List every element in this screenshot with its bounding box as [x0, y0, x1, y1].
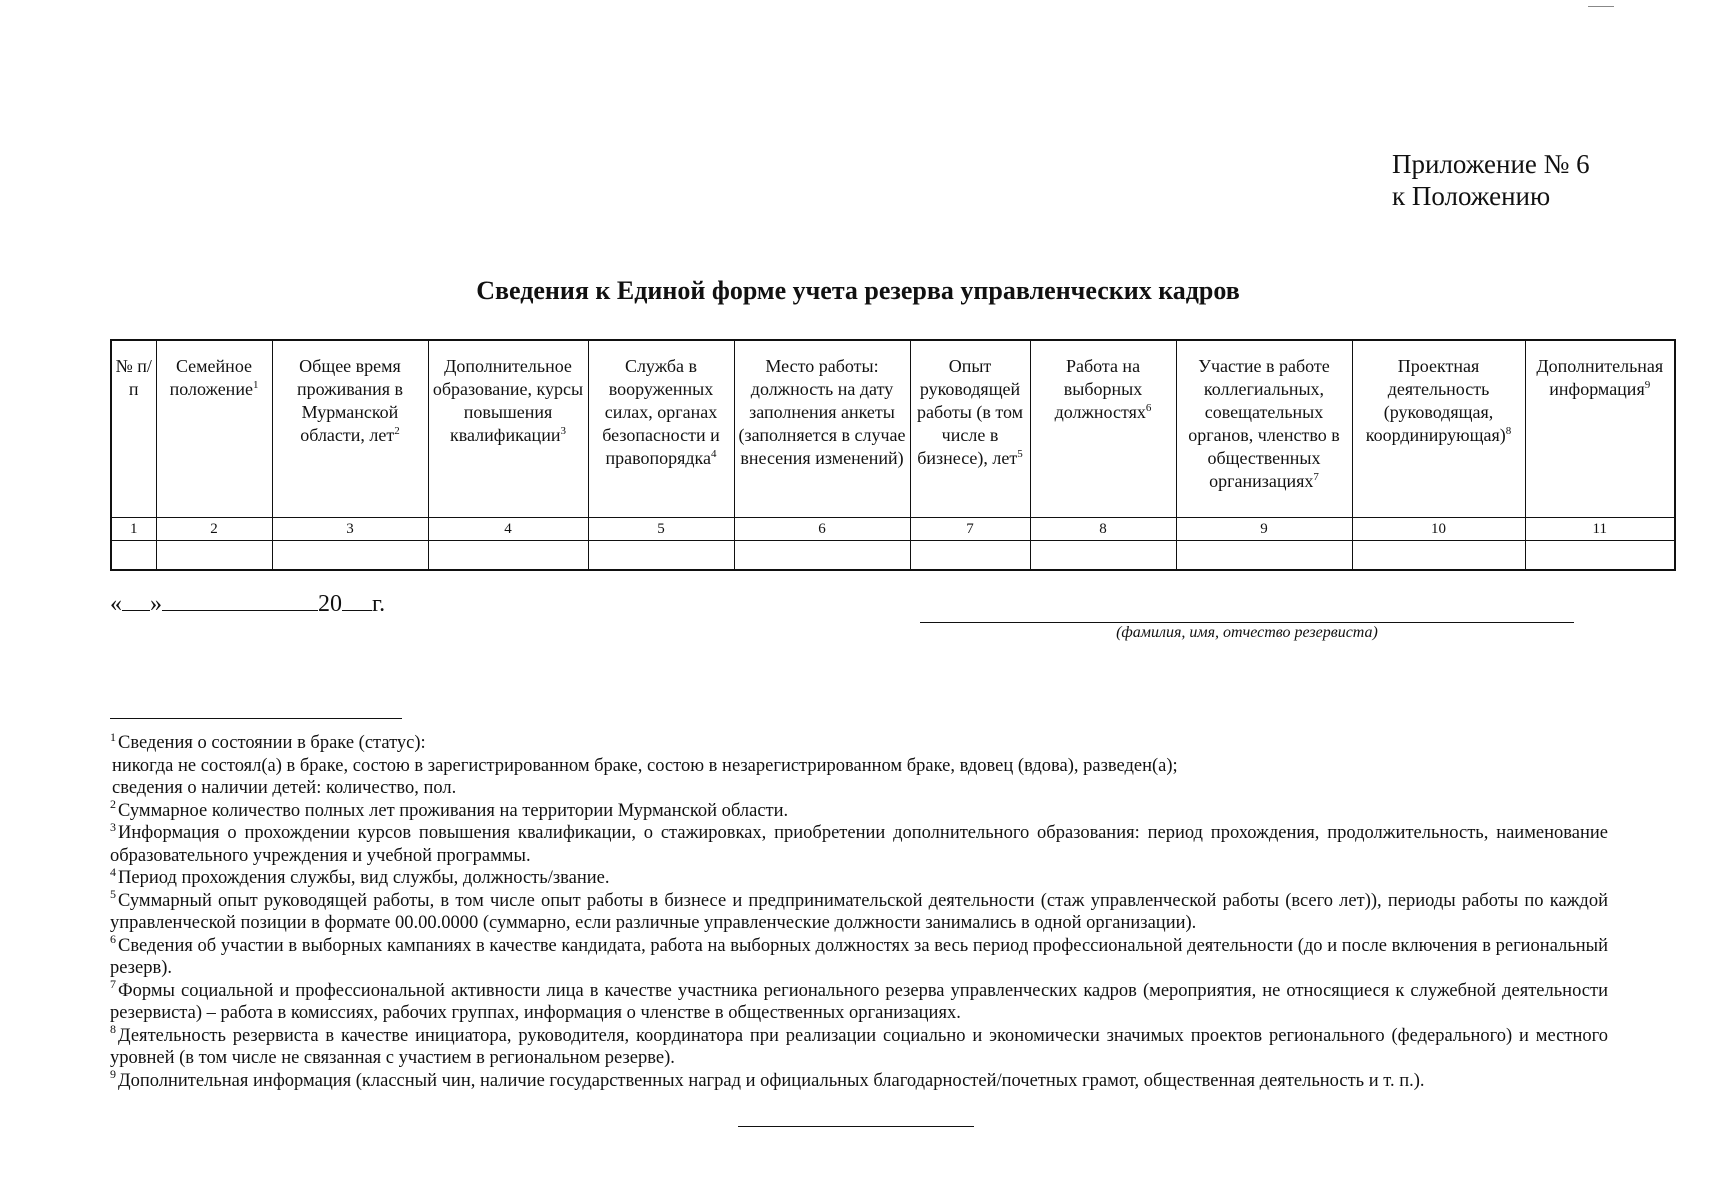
table-column-numbers-row [111, 518, 1675, 541]
year-blank [342, 590, 372, 611]
footnote: сведения о наличии детей: количество, пол. [112, 778, 457, 798]
signature-line [920, 622, 1574, 623]
footnote: $^1$ Сведения о состоянии в браке (статус): [110, 729, 426, 753]
column-number: 10 [1352, 518, 1525, 541]
empty-cell [1030, 541, 1176, 571]
header-cell: № п/п [111, 340, 156, 518]
appendix-number: Приложение № 6 [1392, 149, 1590, 179]
empty-cell [156, 541, 272, 571]
empty-cell [111, 541, 156, 571]
column-number: 8 [1030, 518, 1176, 541]
footnotes [110, 729, 1608, 1092]
empty-cell [428, 541, 588, 571]
signature-caption: (фамилия, имя, отчество резервиста) [1116, 624, 1378, 641]
footnote: $^3$ Информация о прохождении курсов повышения квалификации, о стажировках, приобретении дополнительного образования: период прохождения, продолжительность, наименование образовательного учреждения и учебной программы. [110, 819, 1608, 866]
empty-cell [1176, 541, 1352, 571]
header-cell: Дополнительное образование, курсы повышения квалификации$^3$ [428, 340, 588, 518]
header-cell: Работа на выборных должностях$^6$ [1030, 340, 1176, 518]
column-number: 7 [910, 518, 1030, 541]
footnote: $^2$ Суммарное количество полных лет проживания на территории Мурманской области. [110, 797, 789, 821]
header-cell: Дополнительная информация$^9$ [1525, 340, 1675, 518]
column-number: 4 [428, 518, 588, 541]
empty-cell [1352, 541, 1525, 571]
empty-cell [272, 541, 428, 571]
column-number: 5 [588, 518, 734, 541]
appendix-reference: к Положению [1392, 181, 1551, 211]
bottom-rule [738, 1126, 974, 1127]
table-header-row [111, 340, 1675, 518]
year-prefix: 20 [318, 591, 342, 617]
empty-cell [1525, 541, 1675, 571]
header-cell: Семейное положение$^1$ [156, 340, 272, 518]
footnote: $^6$ Сведения об участии в выборных кампаниях в качестве кандидата, работа на выборных должностях за весь период профессиональной деятельности (до и после включения в региональный резерв). [110, 932, 1608, 978]
column-number: 1 [111, 518, 156, 541]
column-number: 2 [156, 518, 272, 541]
document-title: Сведения к Единой форме учета резерва управленческих кадров [476, 276, 1240, 305]
empty-cell [588, 541, 734, 571]
date-open-quote: « [110, 591, 122, 617]
footnote: $^8$ Деятельность резервиста в качестве инициатора, руководителя, координатора при реализации социально и экономически значимых проектов регионального (федерального) и местного уровней (в том числе не связанная с участием в региональном резерве). [110, 1022, 1608, 1068]
header-cell: Опыт руководящей работы (в том числе в бизнесе), лет$^5$ [910, 340, 1030, 518]
footnote-separator [110, 718, 402, 719]
header-cell: Участие в работе коллегиальных, совещательных органов, членство в общественных организациях$^7$ [1176, 340, 1352, 518]
header-cell: Служба в вооруженных силах, органах безопасности и правопорядка$^4$ [588, 340, 734, 518]
empty-cell [910, 541, 1030, 571]
column-number: 9 [1176, 518, 1352, 541]
date-close-quote: » [150, 591, 162, 617]
column-number: 11 [1525, 518, 1675, 541]
month-blank [162, 590, 318, 611]
footnote: $^9$ Дополнительная информация (классный чин, наличие государственных наград и официальных благодарностей/почетных грамот, общественная деятельность и т. п.). [110, 1067, 1425, 1091]
header-cell: Общее время проживания в Мурманской области, лет$^2$ [272, 340, 428, 518]
column-number: 3 [272, 518, 428, 541]
header-cell: Проектная деятельность (руководящая, координирующая)$^8$ [1352, 340, 1525, 518]
footnote: $^5$ Суммарный опыт руководящей работы, в том числе опыт работы в бизнесе и предпринимательской деятельности (стаж управленческой работы (всего лет)), периоды работы по каждой управленческой позиции в формате 00.00.0000 (суммарно, если различные управленческие должности занимались в одной организации). [110, 887, 1608, 933]
column-number: 6 [734, 518, 910, 541]
appendix-heading [1392, 148, 1590, 212]
header-cell: Место работы: должность на дату заполнения анкеты (заполняется в случае внесения изменений) [734, 340, 910, 518]
footnote: никогда не состоял(а) в браке, состою в зарегистрированном браке, состою в незарегистрированном браке, вдовец (вдова), разведен(а); [112, 755, 1178, 776]
scan-corner-mark [1588, 6, 1614, 7]
day-blank [122, 590, 150, 611]
table-empty-row [111, 541, 1675, 571]
footnote: $^7$ Формы социальной и профессиональной активности лица в качестве участника регионального резерва управленческих кадров (мероприятия, не относящиеся к служебной деятельности резервиста) – работа в комиссиях, рабочих группах, информация о членстве в общественных организациях. [110, 977, 1608, 1023]
footnote: $^4$ Период прохождения службы, вид службы, должность/звание. [110, 864, 610, 888]
year-suffix: г. [372, 591, 386, 617]
date-field [110, 590, 385, 618]
empty-cell [734, 541, 910, 571]
reserve-form-table [110, 339, 1676, 571]
